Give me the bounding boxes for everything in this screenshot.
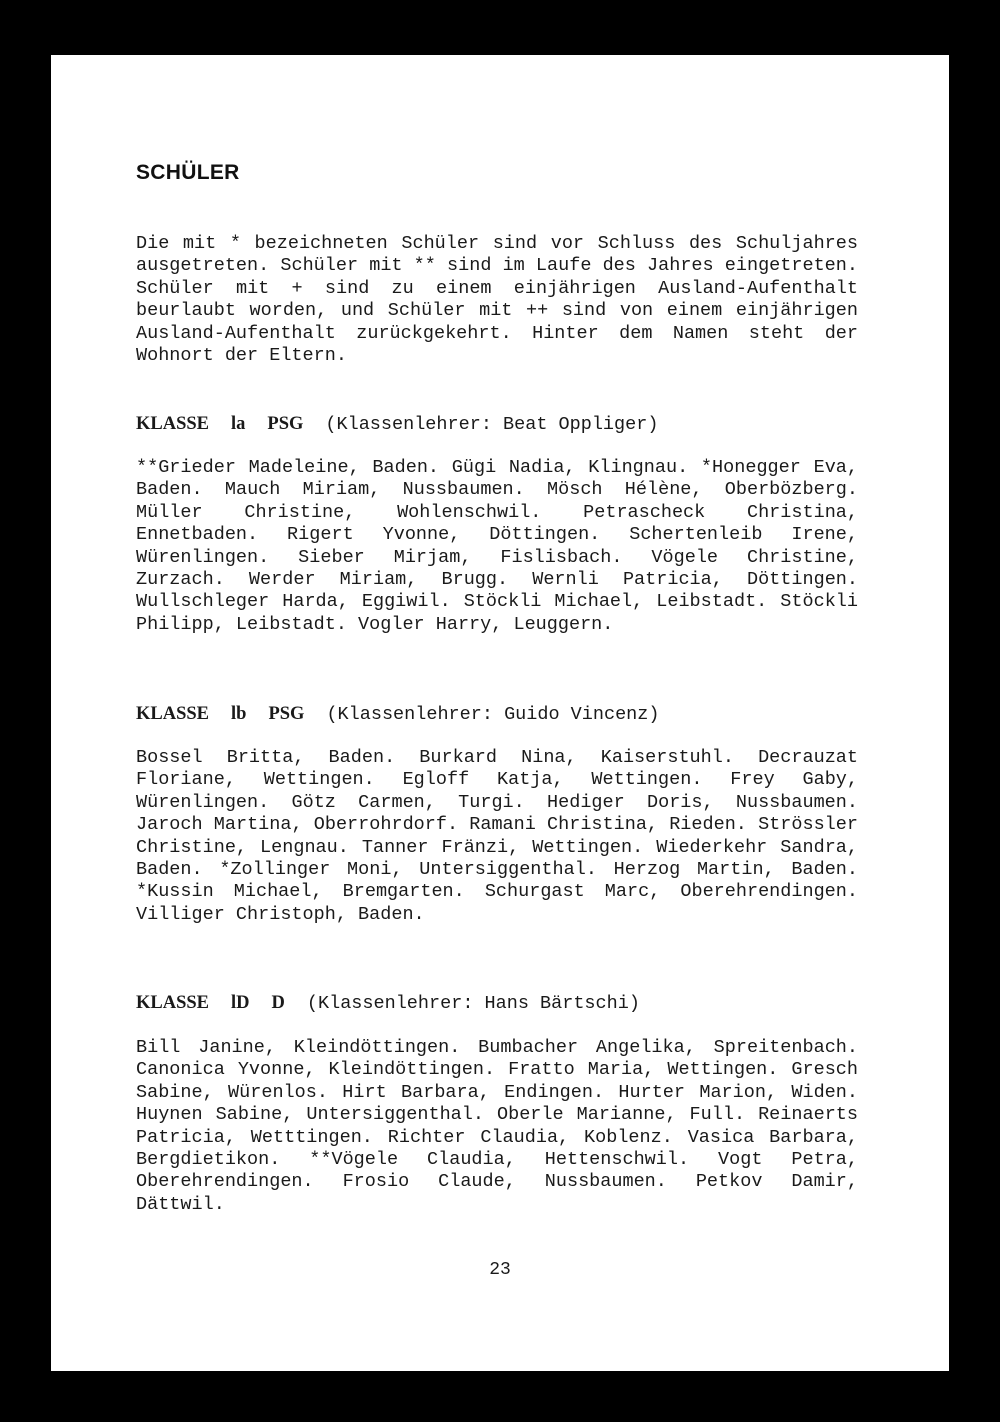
class-teacher: (Klassenlehrer: Beat Oppliger) (325, 414, 659, 435)
class-name: la (231, 414, 246, 434)
document-page (51, 55, 949, 1371)
class-teacher: (Klassenlehrer: Hans Bärtschi) (306, 993, 640, 1014)
class-students-lb: Bossel Britta, Baden. Burkard Nina, Kaiserstuhl. Decrauzat Floriane, Wettingen. Egloff Katja, Wettingen. Frey Gaby, Würenlingen. Götz Carmen, Turgi. Hediger Doris, Nussbaumen. Jaroch Martina, Oberrohrdorf. Ramani Christina, Rieden. Strössler Christine, Lengnau. Tanner Fränzi, Wettingen. Wiederkehr Sandra, Baden. *Zollinger Moni, Untersiggenthal. Herzog Martin, Baden. *Kussin Michael, Bremgarten. Schurgast Marc, Oberehrendingen. Villiger Christoph, Baden. (136, 747, 858, 925)
class-type: D (271, 993, 285, 1013)
class-label: KLASSE (136, 414, 210, 434)
class-header-lb (136, 703, 858, 726)
class-type: PSG (268, 704, 305, 724)
class-header-la (136, 413, 858, 436)
class-label: KLASSE (136, 704, 210, 724)
class-label: KLASSE (136, 993, 210, 1013)
class-type: PSG (267, 414, 304, 434)
class-header-ld (136, 992, 858, 1015)
class-students-la: **Grieder Madeleine, Baden. Gügi Nadia, Klingnau. *Honegger Eva, Baden. Mauch Miriam, Nussbaumen. Mösch Hélène, Oberbözberg. Müller Christine, Wohlenschwil. Petrascheck Christina, Ennetbaden. Rigert Yvonne, Döttingen. Schertenleib Irene, Würenlingen. Sieber Mirjam, Fislisbach. Vögele Christine, Zurzach. Werder Miriam, Brugg. Wernli Patricia, Döttingen. Wullschleger Harda, Eggiwil. Stöckli Michael, Leibstadt. Stöckli Philipp, Leibstadt. Vogler Harry, Leuggern. (136, 457, 858, 635)
class-name: lD (231, 993, 250, 1013)
page-title: SCHÜLER (136, 161, 240, 184)
class-teacher: (Klassenlehrer: Guido Vincenz) (326, 704, 660, 725)
page-number: 23 (489, 1260, 511, 1280)
class-students-ld: Bill Janine, Kleindöttingen. Bumbacher Angelika, Spreitenbach. Canonica Yvonne, Kleindöttingen. Fratto Maria, Wettingen. Gresch Sabine, Würenlos. Hirt Barbara, Endingen. Hurter Marion, Widen. Huynen Sabine, Untersiggenthal. Oberle Marianne, Full. Reinaerts Patricia, Wetttingen. Richter Claudia, Koblenz. Vasica Barbara, Bergdietikon. **Vögele Claudia, Hettenschwil. Vogt Petra, Oberehrendingen. Frosio Claude, Nussbaumen. Petkov Damir, Dättwil. (136, 1037, 858, 1215)
intro-paragraph: Die mit * bezeichneten Schüler sind vor Schluss des Schuljahres ausgetreten. Schüler mit ** sind im Laufe des Jahres eingetreten. Schüler mit + sind zu einem einjährigen Ausland-Aufenthalt beurlaubt worden, und Schüler mit ++ sind von einem einjährigen Ausland-Aufenthalt zurückgekehrt. Hinter dem Namen steht der Wohnort der Eltern. (136, 233, 858, 367)
class-name: lb (231, 704, 247, 724)
